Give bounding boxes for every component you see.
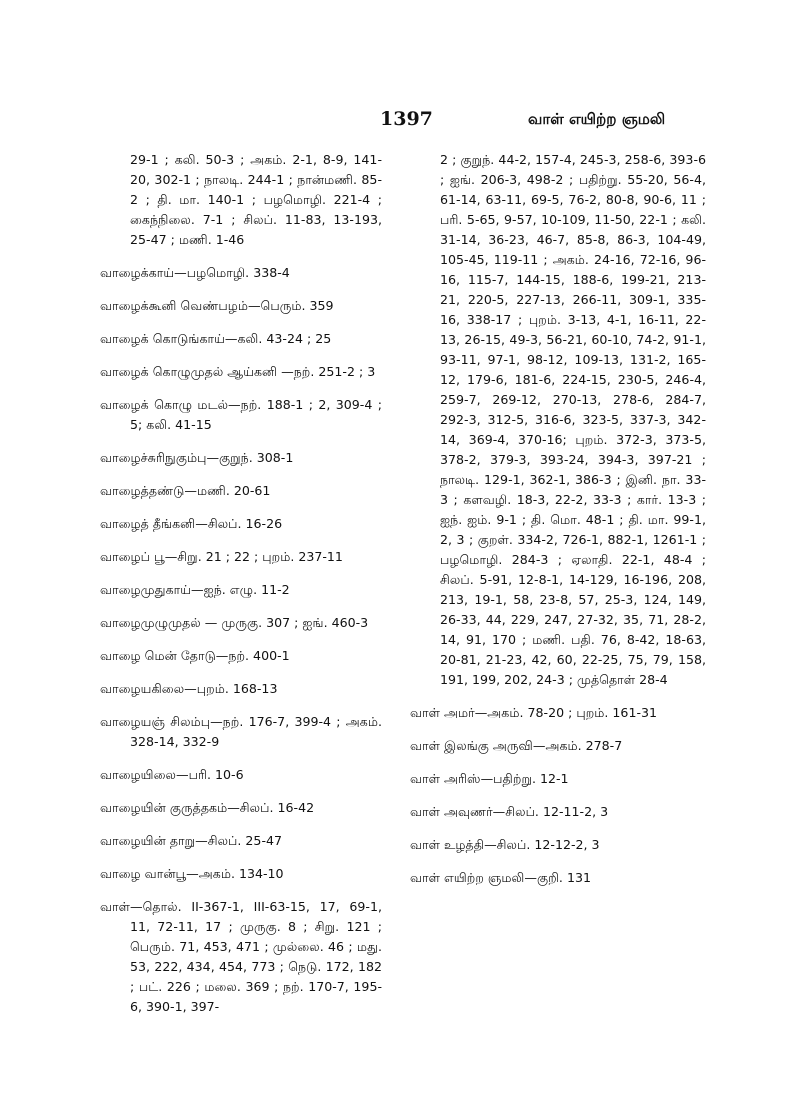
index-entry: வாழையின் தாறு—சிலப். 25-47 [100,833,283,848]
page-header [0,108,800,138]
index-entry: வாழைக் கொழு மடல்—நற். 188-1 ; 2, 309-4 ; 5; கலி. 41-15 [100,397,382,432]
index-entry: வாழையஞ் சிலம்பு—நற். 176-7, 399-4 ; அகம். 328-14, 332-9 [100,714,382,749]
index-entry: வாழைக்காய்—பழமொழி. 338-4 [100,265,290,280]
index-entry: வாள் இலங்கு அருவி—அகம். 278-7 [410,738,623,753]
index-entry: வாழை வான்பூ—அகம். 134-10 [100,866,284,881]
index-entry-continuation: 2 ; குறுந். 44-2, 157-4, 245-3, 258-6, 393-6 ; ஐங். 206-3, 498-2 ; பதிற்று. 55-20, 56-4, 61-14, 63-11, 69-5, 76-2, 80-8, 90-6, 11 ; பரி. 5-65, 9-57, 10-109, 11-50, 22-1 ; கலி. 31-14, 36-23, 46-7, 85-8, 86-3, 104-49, 105-45, 119-11 ; அகம். 24-16, 72-16, 96-16, 115-7, 144-15, 188-6, 199-21, 213-21, 220-5, 227-13, 266-11, 309-1, 335-16, 338-17 ; புறம். 3-13, 4-1, 16-11, 22-13, 26-15, 49-3, 56-21, 60-10, 74-2, 91-1, 93-11, 97-1, 98-12, 109-13, 131-2, 165-12, 179-6, 181-6, 224-15, 230-5, 246-4, 259-7, 269-12, 270-13, 278-6, 284-7, 292-3, 312-5, 316-6, 323-5, 337-3, 342-14, 369-4, 370-16; புறம். 372-3, 373-5, 378-2, 379-3, 393-24, 394-3, 397-21 ; நாலடி. 129-1, 362-1, 386-3 ; இனி. நா. 33-3 ; களவழி. 18-3, 22-2, 33-3 ; கார். 13-3 ; ஐந். ஐம். 9-1 ; தி. மொ. 48-1 ; தி. மா. 99-1, 2, 3 ; குறள். 334-2, 726-1, 882-1, 1261-1 ; பழமொழி. 284-3 ; ஏலாதி. 22-1, 48-4 ; சிலப். 5-91, 12-8-1, 14-129, 16-196, 208, 213, 19-1, 58, 23-8, 57, 25-3, 124, 149, 26-33, 44, 229, 247, 27-32, 35, 71, 28-2, 14, 91, 170 ; மணி. பதி. 76, 8-42, 18-63, 20-81, 21-23, 42, 60, 22-25, 75, 79, 158, 191, 199, 202, 24-3 ; முத்தொள் 28-4 [440,152,706,687]
index-entry: வாழைக் கொடுங்காய்—கலி. 43-24 ; 25 [100,331,332,346]
index-entry: வாழையின் குருத்தகம்—சிலப். 16-42 [100,800,315,815]
index-entry: வாள் எயிற்ற ஞமலி—குறி. 131 [410,870,591,885]
index-entry: வாழை மென் தோடு—நற். 400-1 [100,648,290,663]
left-column [100,150,382,1030]
index-entry: வாழைமுழுமுதல் — முருகு. 307 ; ஐங். 460-3 [100,615,369,630]
index-entry: வாழையகிலை—புறம். 168-13 [100,681,278,696]
index-entry: வாழைத்தண்டு—மணி. 20-61 [100,483,271,498]
index-entry: வாழைத் தீங்கனி—சிலப். 16-26 [100,516,283,531]
index-entry: வாழைச்சுரிநுகும்பு—குறுந். 308-1 [100,450,294,465]
index-entry: வாள் அமர்—அகம். 78-20 ; புறம். 161-31 [410,705,658,720]
index-entry: வாழைக்கூனி வெண்பழம்—பெரும். 359 [100,298,334,313]
index-entry-continuation: 29-1 ; கலி. 50-3 ; அகம். 2-1, 8-9, 141-20, 302-1 ; நாலடி. 244-1 ; நான்மணி. 85-2 ; தி. மா. 140-1 ; பழமொழி. 221-4 ; கைந்நிலை. 7-1 ; சிலப். 11-83, 13-193, 25-47 ; மணி. 1-46 [130,152,382,247]
page-number: 1397 [380,108,433,130]
index-entry: வாள்—தொல். II-367-1, III-63-15, 17, 69-1, 11, 72-11, 17 ; முருகு. 8 ; சிறு. 121 ; பெரும். 71, 453, 471 ; முல்லை. 46 ; மது. 53, 222, 434, 454, 773 ; நெடு. 172, 182 ; பட். 226 ; மலை. 369 ; நற். 170-7, 195-6, 390-1, 397- [100,899,382,1014]
index-entry: வாள் உழத்தி—சிலப். 12-12-2, 3 [410,837,600,852]
index-entry: வாழைக் கொழுமுதல் ஆய்கனி —நற். 251-2 ; 3 [100,364,376,379]
index-entry: வாழைமுதுகாய்—ஐந். எழு. 11-2 [100,582,290,597]
running-head: வாள் எயிற்ற ஞமலி [528,110,666,128]
right-column [410,150,706,901]
index-entry: வாழைப் பூ—சிறு. 21 ; 22 ; புறம். 237-11 [100,549,343,564]
index-entry: வாழையிலை—பரி. 10-6 [100,767,244,782]
index-entry: வாள் அரிஸ்—பதிற்று. 12-1 [410,771,569,786]
index-entry: வாள் அவுணர்—சிலப். 12-11-2, 3 [410,804,609,819]
